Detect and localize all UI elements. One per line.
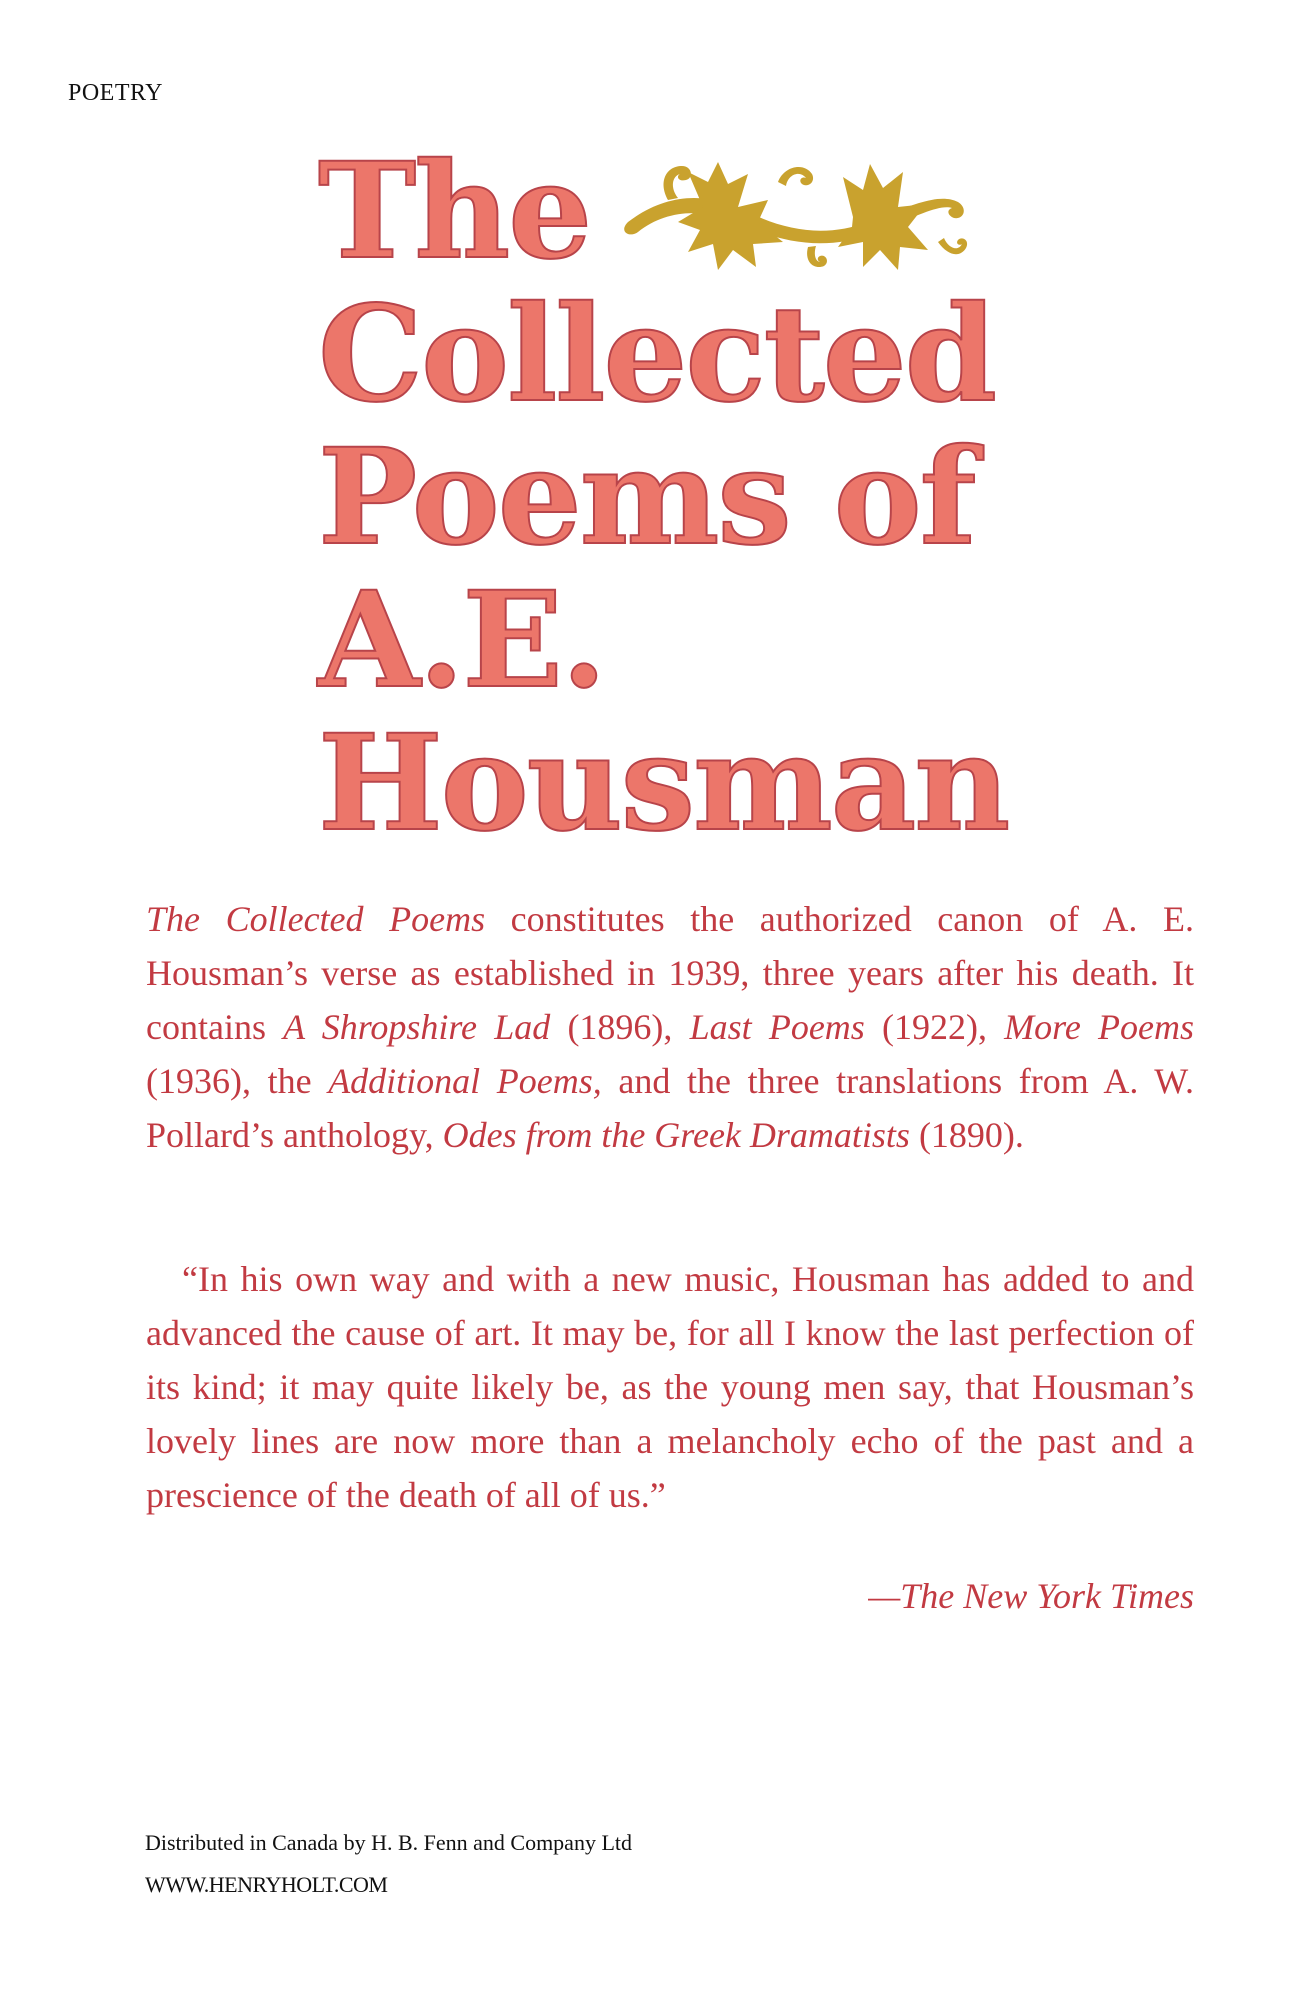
book-description xyxy=(146,892,1194,1162)
italic-title: Last Poems xyxy=(689,1007,865,1047)
distribution-note: Distributed in Canada by H. B. Fenn and Company Ltd xyxy=(145,1830,632,1855)
desc-text: (1922), xyxy=(864,1007,1005,1047)
quote-attribution: —The New York Times xyxy=(868,1576,1194,1616)
desc-text: and the three translations from A. W. Pollard’s anthology, xyxy=(146,1061,1194,1155)
book-title xyxy=(318,134,1038,861)
category-label: POETRY xyxy=(68,80,164,106)
title-line-1 xyxy=(318,134,1038,289)
review-quote: “In his own way and with a new music, Housman has added to and advanced the cause of art. It may be, for all I know the last perfection of its kind; it may quite likely be, as the young men say, that Housman’s lovely lines are now more than a melancholy echo of the past and a prescience of the death of all of us.” xyxy=(146,1259,1194,1515)
title-line-2: Collected xyxy=(318,277,995,432)
italic-title: The Collected Poems xyxy=(146,899,486,939)
title-line-4: A.E. xyxy=(318,563,605,718)
title-line-3: Poems of xyxy=(318,420,975,575)
italic-title: A Shropshire Lad xyxy=(283,1007,551,1047)
publisher-url: WWW.HENRYHOLT.COM xyxy=(145,1872,388,1897)
desc-text: constitutes the authorized canon of A. E. Housman’s verse as established in 1939, three years after his death. It contains xyxy=(146,899,1194,1047)
desc-text: (1936), the xyxy=(146,1061,329,1101)
italic-title: Additional Poems, xyxy=(328,1061,602,1101)
italic-title: Odes from the Greek Dramatists xyxy=(442,1115,910,1155)
floral-vine-ornament-icon xyxy=(608,152,978,272)
title-line-5: Housman xyxy=(318,706,1009,861)
desc-text: (1890). xyxy=(909,1115,1024,1155)
italic-title: More Poems xyxy=(1004,1007,1194,1047)
desc-text: (1896), xyxy=(550,1007,690,1047)
title-word-the: The xyxy=(318,134,591,289)
